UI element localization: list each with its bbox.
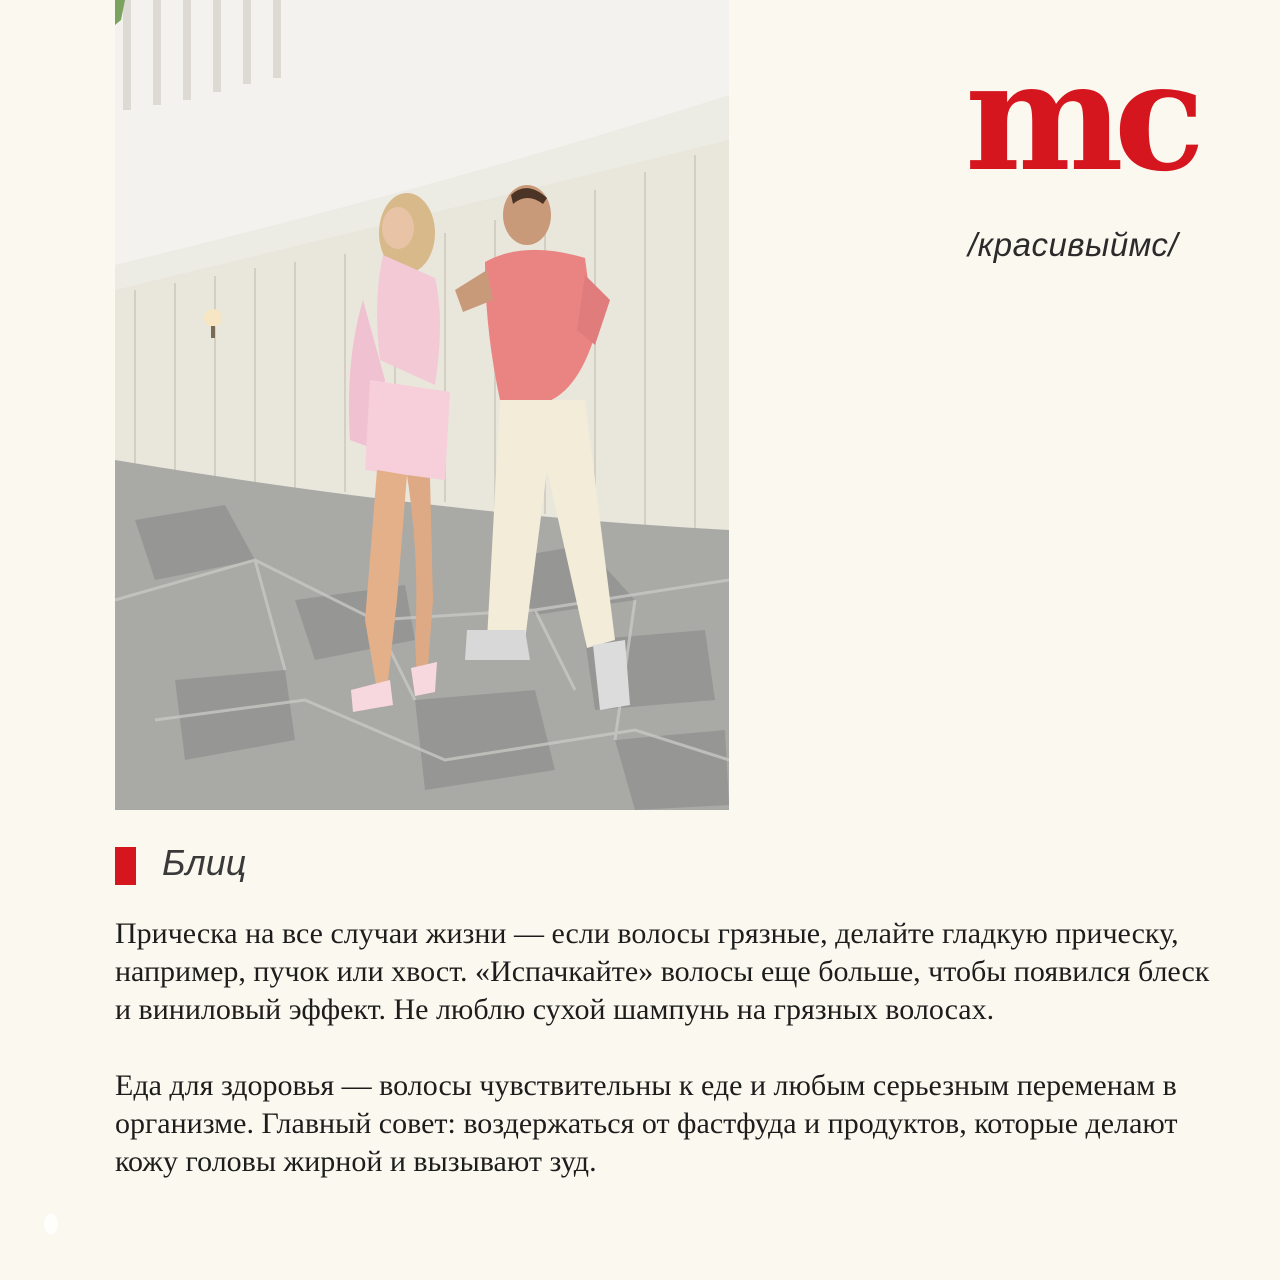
brand-logo [965,29,1210,205]
paragraph: Еда для здоровья — волосы чувствительны к еде и любым серьезным переменам в организме. Главный совет: воздержаться от фастфуда и продуктов, которые делают кожу головы жирной и вызывают зуд. [115,1069,1178,1178]
logo-text: mc [965,29,1196,205]
photo-illustration [115,0,729,810]
paragraph: Прическа на все случаи жизни — если волосы грязные, делайте гладкую прическу, например, пучок или хвост. «Испачкайте» волосы еще больше, чтобы появился блеск и виниловый эффект. Не люблю сухой шампунь на грязных волосах. [115,917,1210,1026]
corner-dot [44,1214,58,1234]
photo-image [115,0,729,810]
brand-tagline: /красивыймс/ [968,226,1179,263]
section-title: Блиц [162,842,247,883]
section-marker [115,847,136,885]
article-body [115,915,1225,1219]
